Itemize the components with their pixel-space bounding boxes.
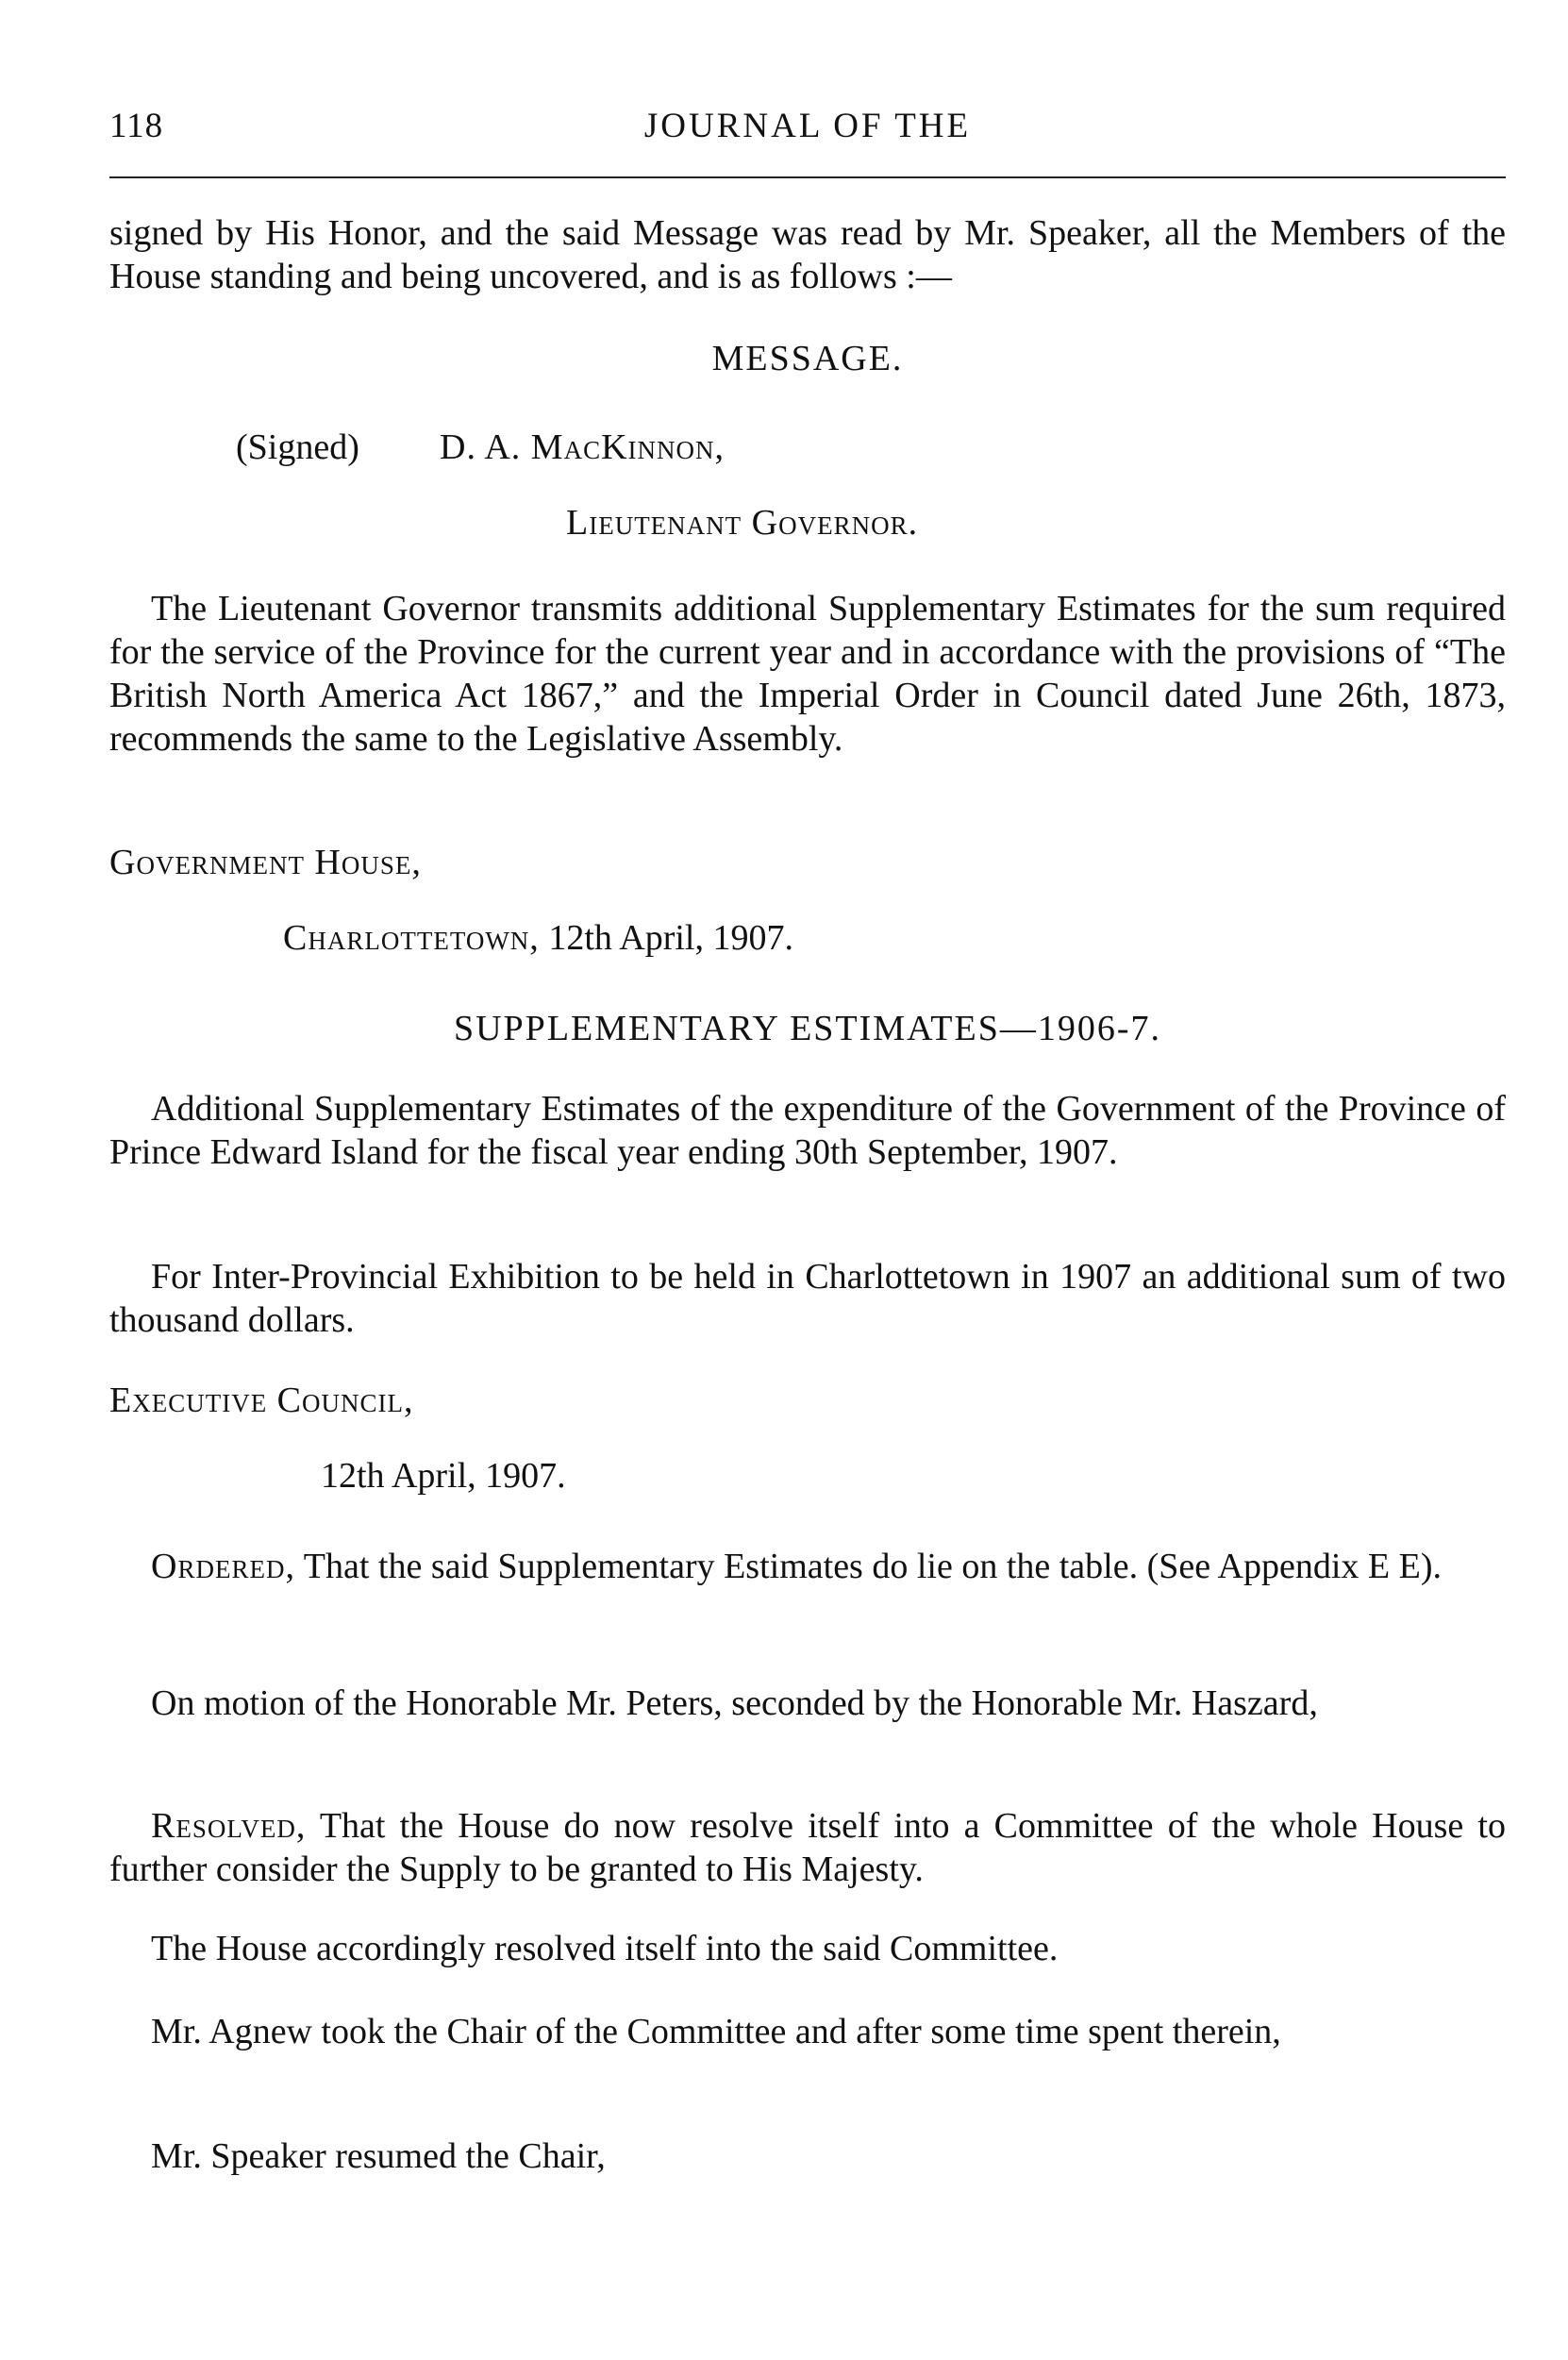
message-body: The Lieutenant Governor transmits additional Supplementary Estimates for the sum required for the service of the Province for the current year and in accordance with the provisions of “The British North America Act 1867,” and the Imperial Order in Council dated June 26th, 1873, recommends the same to the Legislative Assembly. — [109, 589, 1506, 759]
government-house: Government House, — [109, 843, 422, 882]
resolved-paragraph — [109, 1804, 1506, 1891]
signed-label: (Signed) — [236, 427, 359, 467]
ordered-label: Ordered, — [151, 1547, 295, 1586]
chair-paragraph: Mr. Agnew took the Chair of the Committee and after some time spent therein, — [151, 2012, 1281, 2051]
ordered-paragraph — [109, 1545, 1506, 1588]
estimates-heading: SUPPLEMENTARY ESTIMATES—1906-7. — [453, 1009, 1162, 1048]
resolved-label: Resolved, — [151, 1806, 307, 1846]
speaker-paragraph: Mr. Speaker resumed the Chair, — [151, 2136, 606, 2176]
executive-council: Executive Council, — [109, 1381, 414, 1420]
signer-title: Lieutenant Governor. — [566, 503, 919, 543]
running-header: JOURNAL OF THE — [643, 107, 972, 145]
estimates-item: For Inter-Provincial Exhibition to be held in Charlottetown in 1907 an additional sum of two thousand dollars. — [109, 1257, 1506, 1340]
motion-paragraph: On motion of the Honorable Mr. Peters, seconded by the Honorable Mr. Haszard, — [151, 1683, 1318, 1723]
committee-paragraph: The House accordingly resolved itself into the said Committee. — [151, 1929, 1059, 1968]
signer-name: D. A. MacKinnon, — [440, 427, 726, 467]
ordered-text: That the said Supplementary Estimates do lie on the table. (See Appendix E E). — [294, 1547, 1442, 1586]
header-rule — [109, 176, 1506, 178]
dateline-place: Charlottetown, — [283, 918, 540, 958]
dateline — [283, 917, 793, 959]
estimates-intro: Additional Supplementary Estimates of the expenditure of the Government of the Province of Prince Edward Island for the fiscal year ending 30th September, 1907. — [109, 1089, 1506, 1172]
resolved-text: That the House do now resolve itself into a Committee of the whole House to further consider the Supply to be granted to His Majesty. — [109, 1806, 1506, 1889]
intro-paragraph: signed by His Honor, and the said Message was read by Mr. Speaker, all the Members of the House standing and being uncovered, and is as follows :— — [109, 213, 1506, 296]
dateline-date: 12th April, 1907. — [539, 918, 793, 958]
message-heading: MESSAGE. — [711, 339, 904, 378]
council-date: 12th April, 1907. — [321, 1456, 566, 1496]
page-number: 118 — [109, 107, 164, 145]
